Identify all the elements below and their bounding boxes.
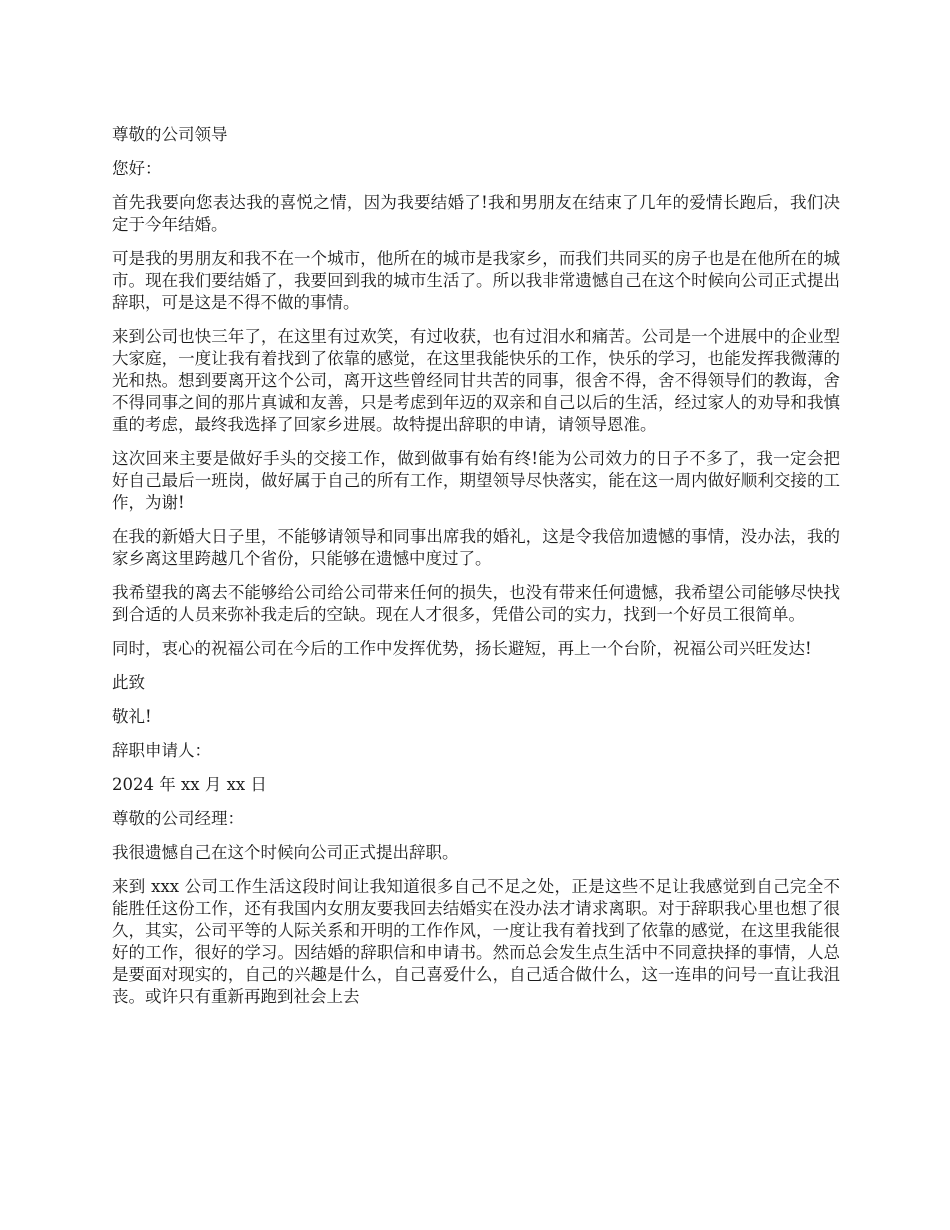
letter-page bbox=[112, 124, 840, 1020]
signature-label: 辞职申请人： bbox=[112, 741, 211, 760]
second-letter-salutation: 尊敬的公司经理： bbox=[112, 809, 244, 828]
second-letter-intro: 我很遗憾自己在这个时候向公司正式提出辞职。 bbox=[112, 843, 459, 862]
greeting: 您好： bbox=[112, 159, 162, 178]
paragraph: 可是我的男朋友和我不在一个城市，他所在的城市是我家乡，而我们共同买的房子也是在他所在的城市。现在我们要结婚了，我要回到我的城市生活了。所以我非常遗憾自己在这个时候向公司正式提出辞职，可是这是不得不做的事情。 bbox=[112, 249, 840, 312]
second-letter-body: 来到 xxx 公司工作生活这段时间让我知道很多自己不足之处，正是这些不足让我感觉到自己完全不能胜任这份工作，还有我国内女朋友要我回去结婚实在没办法才请求离职。对于辞职我心里也想了很久，其实，公司平等的人际关系和开明的工作作风，一度让我有着找到了依靠的感觉，在这里我能很好的工作，很好的学习。因结婚的辞职信和申请书。然而总会发生点生活中不同意抉择的事情，人总是要面对现实的，自己的兴趣是什么，自己喜爱什么，自己适合做什么，这一连串的问号一直让我沮丧。或许只有重新再跑到社会上去 bbox=[112, 877, 840, 1006]
letter-date: 2024 年 xx 月 xx 日 bbox=[112, 775, 267, 794]
paragraph: 来到公司也快三年了，在这里有过欢笑，有过收获，也有过泪水和痛苦。公司是一个进展中的企业型大家庭，一度让我有着找到了依靠的感觉，在这里我能快乐的工作，快乐的学习，也能发挥我微薄的光和热。想到要离开这个公司，离开这些曾经同甘共苦的同事，很舍不得，舍不得领导们的教诲，舍不得同事之间的那片真诚和友善，只是考虑到年迈的双亲和自己以后的生活，经过家人的劝导和我慎重的考虑，最终我选择了回家乡进展。故特提出辞职的申请，请领导恩准。 bbox=[112, 327, 840, 434]
paragraph: 同时，衷心的祝福公司在今后的工作中发挥优势，扬长避短，再上一个台阶，祝福公司兴旺发达! bbox=[112, 639, 812, 658]
salutation: 尊敬的公司领导 bbox=[112, 125, 228, 144]
paragraph: 这次回来主要是做好手头的交接工作，做到做事有始有终!能为公司效力的日子不多了，我一定会把好自己最后一班岗，做好属于自己的所有工作，期望领导尽快落实，能在这一周内做好顺利交接的工作，为谢! bbox=[112, 449, 840, 512]
paragraph: 首先我要向您表达我的喜悦之情，因为我要结婚了!我和男朋友在结束了几年的爱情长跑后，我们决定于今年结婚。 bbox=[112, 193, 840, 234]
paragraph: 我希望我的离去不能够给公司给公司带来任何的损失，也没有带来任何遗憾，我希望公司能够尽快找到合适的人员来弥补我走后的空缺。现在人才很多，凭借公司的实力，找到一个好员工很简单。 bbox=[112, 583, 840, 624]
paragraph: 在我的新婚大日子里，不能够请领导和同事出席我的婚礼，这是令我倍加遗憾的事情，没办法，我的家乡离这里跨越几个省份，只能够在遗憾中度过了。 bbox=[112, 527, 840, 568]
closing-regards: 敬礼! bbox=[112, 707, 152, 726]
closing-line: 此致 bbox=[112, 673, 145, 692]
